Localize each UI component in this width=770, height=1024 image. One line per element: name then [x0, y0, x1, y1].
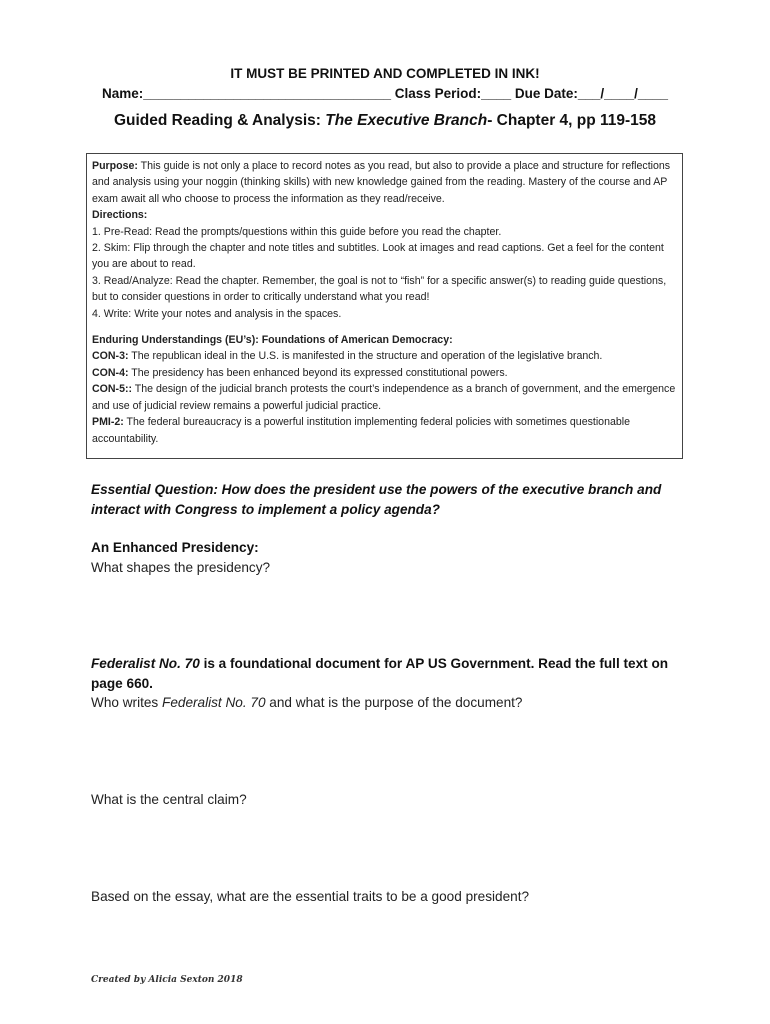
- enhanced-presidency-heading: An Enhanced Presidency:: [91, 540, 259, 555]
- student-info-line: Name:_________________________________ Class Period:____ Due Date:___/____/____: [102, 86, 668, 101]
- federalist-heading: [91, 654, 691, 693]
- enhanced-presidency-question: What shapes the presidency?: [91, 560, 271, 575]
- eu-item: [92, 414, 676, 447]
- eu-label: Enduring Understandings (EU’s): Foundations of American Democracy:: [92, 334, 453, 347]
- eu-item: [92, 381, 676, 414]
- eu-item: [92, 365, 676, 381]
- eu-text: The federal bureaucracy is a powerful institution implementing federal policies with sometimes questionable accountability.: [92, 416, 630, 445]
- eu-item: [92, 348, 676, 364]
- instructions-box: [86, 153, 683, 459]
- directions-label: Directions:: [92, 209, 148, 222]
- ink-notice: IT MUST BE PRINTED AND COMPLETED IN INK!: [230, 66, 540, 81]
- direction-item: 3. Read/Analyze: Read the chapter. Remember, the goal is not to “fish” for a specific answer(s) to reading guide questions, but to consider questions in order to critically understand what you read!: [92, 274, 667, 304]
- purpose-paragraph: [92, 158, 676, 207]
- direction-item: 4. Write: Write your notes and analysis in the spaces.: [92, 307, 342, 320]
- purpose-text: This guide is not only a place to record notes as you read, but also to provide a place and structure for reflections and analysis using your noggin (thinking skills) with new knowledge gained from the reading. Mastery of the course and AP exam await all who choose to process the information as they read/receive.: [92, 160, 671, 205]
- eu-text: The design of the judicial branch protests the court’s independence as a branch of government, and the emergence and use of judicial review remains a powerful judicial practice.: [92, 383, 676, 412]
- title-suffix: - Chapter 4, pp 119-158: [487, 112, 657, 129]
- eu-code: CON-5::: [92, 383, 133, 396]
- eu-text: The republican ideal in the U.S. is manifested in the structure and operation of the legislative branch.: [128, 350, 603, 363]
- essential-question: Essential Question: How does the president use the powers of the executive branch and interact with Congress to implement a policy agenda?: [91, 482, 662, 517]
- purpose-label: Purpose:: [92, 160, 138, 172]
- eu-code: CON-3:: [92, 350, 129, 363]
- federalist-heading-rest: is a foundational document for AP US Government. Read the full text on page 660.: [91, 656, 669, 691]
- direction-item: 1. Pre-Read: Read the prompts/questions within this guide before you read the chapter.: [92, 225, 502, 238]
- eu-code: PMI-2:: [92, 416, 124, 429]
- federalist-question-author: Who writes Federalist No. 70 and what is the purpose of the document?: [91, 695, 523, 710]
- direction-item: 2. Skim: Flip through the chapter and note titles and subtitles. Look at images and read captions. Get a feel for the content you are about to read.: [92, 242, 664, 271]
- central-claim-question: What is the central claim?: [91, 792, 247, 807]
- title-italic: The Executive Branch: [325, 112, 488, 129]
- essential-traits-question: Based on the essay, what are the essential traits to be a good president?: [91, 889, 530, 904]
- eu-code: CON-4:: [92, 366, 129, 379]
- federalist-title: Federalist No. 70: [91, 656, 200, 671]
- title-prefix: Guided Reading & Analysis:: [113, 112, 326, 129]
- federalist-title-inline: Federalist No. 70: [162, 695, 266, 710]
- page-title: [0, 112, 770, 130]
- author-credit: Created by Alicia Sexton 2018: [91, 975, 243, 985]
- eu-text: The presidency has been enhanced beyond its expressed constitutional powers.: [128, 366, 508, 379]
